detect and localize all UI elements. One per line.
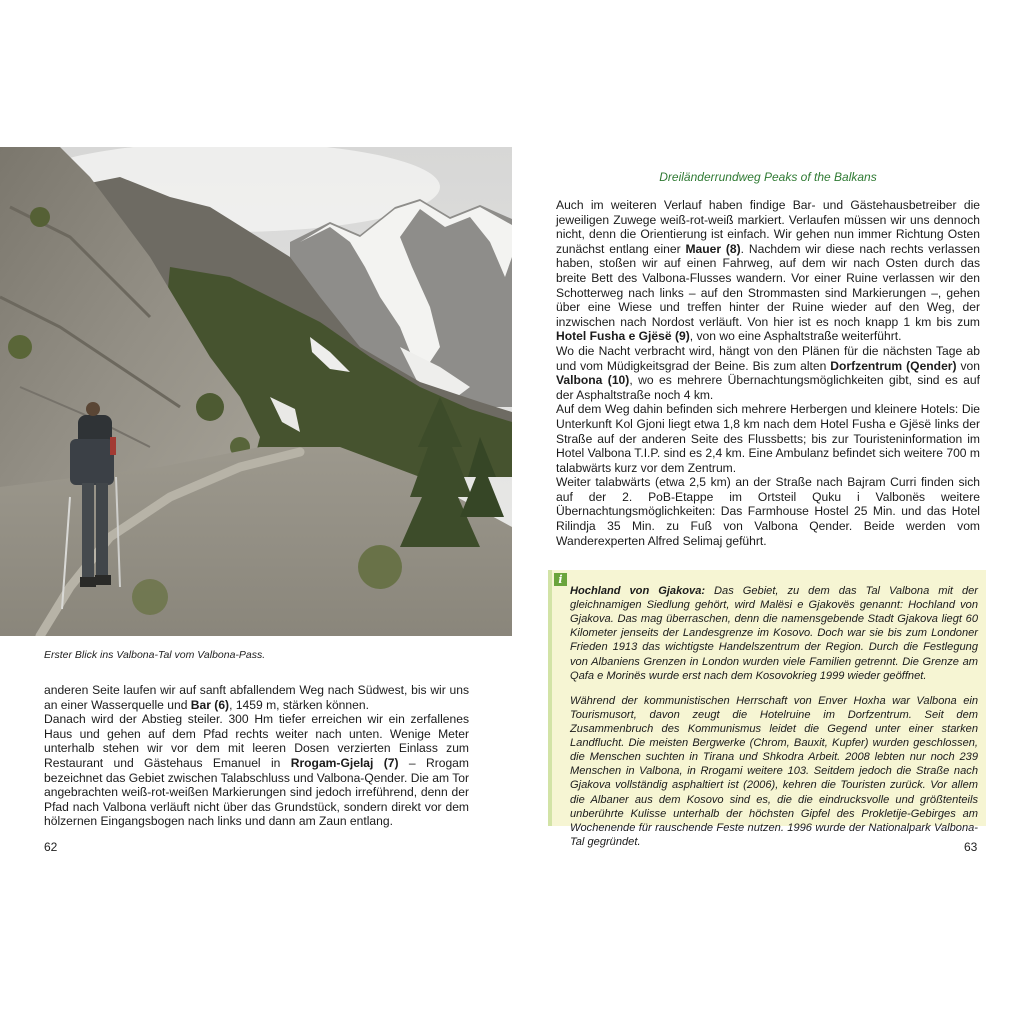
info-box-text xyxy=(570,584,978,849)
page-number-left: 62 xyxy=(44,840,58,854)
paragraph: Während der kommunistischen Herrschaft von Enver Hoxha war Valbona ein Tourismusort, davon zeugt die Hotelruine im Dorfzentrum. Seit dem Zusammenbruch des Kommunismus leidet die Gegend unter einer starken Landflucht. Die meisten Bergwerke (Chrom, Bauxit, Kupfer) wurden geschlossen, die Menschen suchten in Tirana und Shkodra Arbeit. 2008 lebten nur noch 239 Menschen in Valbona, in Rrogami weitere 103. Seitdem jedoch die Straße nach Gjakova vollständig asphaltiert ist (2006), kehren die Touristen zurück. Vor allem die Albaner aus dem Kosovo sind es, die die eindrucksvolle und größtenteils unberührte Kulisse unterhalb der höchsten Gipfel des Prokletije-Gebirges am Wochenende für rauschende Feste nutzen. 1996 wurde der Nationalpark Valbona-Tal gegründet. xyxy=(570,694,978,848)
bold-term: Dorfzentrum (Qender) xyxy=(830,358,957,373)
jacket xyxy=(70,439,114,485)
green-patch xyxy=(132,579,168,615)
paragraph: Danach wird der Abstieg steiler. 300 Hm tiefer erreichen wir ein zerfallenes Haus und gehen auf dem Pfad rechts weiter nach unten. Wenige Meter unterhalb stehen wir vor dem mit leeren Dosen verzierten Einlass zum Restaurant und Gästehaus Emanuel in Rrogam-Gjelaj (7) – Rrogam bezeichnet das Gebiet zwischen Talabschluss und Valbona-Qender. Die am Tor angebrachten weiß-rot-weißen Markierungen sind jedoch irreführend, denn der Pfad nach Valbona verläuft nicht über das Grundstück, sondern direkt vor dem hölzernen Eingangsbogen nach links und dann am Zaun entlang. xyxy=(44,712,469,829)
shrub xyxy=(196,393,224,421)
boot xyxy=(95,575,111,585)
bold-term: Hochland von Gjakova: xyxy=(570,585,706,598)
legs-left xyxy=(82,483,94,581)
shrub xyxy=(8,335,32,359)
valbona-valley-photo xyxy=(0,147,512,636)
paragraph: Wo die Nacht verbracht wird, hängt von den Plänen für die nächsten Tage ab und vom Müdigkeitsgrad der Beine. Bis zum alten Dorfzentrum (Qender) von Valbona (10), wo es mehrere Übernachtungsmöglichkeiten gibt, sind es auf der Asphaltstraße noch 4 km. xyxy=(556,343,980,402)
photo-drawing xyxy=(0,147,512,636)
bold-term: Hotel Fusha e Gjësë (9) xyxy=(556,329,690,344)
legs-right xyxy=(96,483,108,579)
page-number-right: 63 xyxy=(964,840,978,854)
photo-caption: Erster Blick ins Valbona-Tal vom Valbona-Pass. xyxy=(44,649,266,661)
paragraph: anderen Seite laufen wir auf sanft abfallendem Weg nach Südwest, bis wir uns an einer Wasserquelle und Bar (6), 1459 m, stärken können. xyxy=(44,683,469,712)
paragraph: Auch im weiteren Verlauf haben findige Bar- und Gästehausbetreiber die jeweiligen Zuwege weiß-rot-weiß markiert. Verlaufen müssen wir uns dennoch nicht, denn die Orientierung ist einfach. Wir gehen nun immer Richtung Osten zunächst entlang einer Mauer (8). Nachdem wir diese nach rechts verlassen haben, stoßen wir auf einen Fahrweg, auf dem wir nach Osten durch das breite Bett des Valbona-Flusses wandern. Vor einer Ruine verlassen wir den Schotterweg nach links – auf den Strommasten sind Markierungen –, gehen über eine Wiese und treffen hinter der Ruine wieder auf den Weg, der inzwischen nach Nordost verläuft. Von hier ist es noch knapp 1 km bis zum Hotel Fusha e Gjësë (9), von wo eine Asphaltstraße weiterführt. xyxy=(556,198,980,344)
paragraph: Auf dem Weg dahin befinden sich mehrere Herbergen und kleinere Hotels: Die Unterkunft Kol Gjoni liegt etwa 1,8 km nach dem Hotel Fusha e Gjësë links der Straße auf der anderen Seite des Flussbetts; bis zur Touristeninformation im Hotel Valbona T.I.P. sind es 2,4 km. Eine Ambulanz befindet sich weitere 700 m talabwärts kurz vor dem Zentrum. xyxy=(556,402,980,475)
left-body-text xyxy=(44,683,469,829)
boot xyxy=(80,577,96,587)
paragraph: Weiter talabwärts (etwa 2,5 km) an der Straße nach Bajram Curri finden sich auf der 2. PoB-Etappe im Ortsteil Quku i Valbonës weitere Übernachtungsmöglichkeiten: Das Farmhouse Hostel 25 Min. und das Hotel Rilindja 35 Min. zu Fuß von Valbona Qender. Beide werden vom Wanderexperten Alfred Selimaj geführt. xyxy=(556,475,980,548)
shrub xyxy=(30,207,50,227)
right-body-text xyxy=(556,198,980,548)
head xyxy=(86,402,100,416)
running-head: Dreiländerrundweg Peaks of the Balkans xyxy=(659,170,877,184)
red-strap xyxy=(110,437,116,455)
bold-term: Mauer (8) xyxy=(685,241,741,256)
bold-term: Rrogam-Gjelaj (7) xyxy=(290,755,399,770)
green-patch xyxy=(358,545,402,589)
paragraph: Hochland von Gjakova: Das Gebiet, zu dem das Tal Valbona mit der gleichnamigen Siedlung gehört, wird Malësi e Gjakovës genannt: Hochland von Gjakova. Das mag überraschen, denn die namensgebende Stadt Gjakova liegt 60 Kilometer jenseits der Landesgrenze im Kosovo. Doch war sie bis zum Londoner Frieden 1913 das wichtigste Handelszentrum der Region. Durch die Festlegung von Albaniens Grenzen in London wurden viele Familien getrennt. Die Grenze am Qafa e Morinës wurde erst nach dem Kosovokrieg 1999 wieder geöffnet. xyxy=(570,585,979,682)
bold-term: Bar (6) xyxy=(190,697,230,712)
bold-term: Valbona (10) xyxy=(556,373,630,388)
info-icon: i xyxy=(554,573,567,586)
